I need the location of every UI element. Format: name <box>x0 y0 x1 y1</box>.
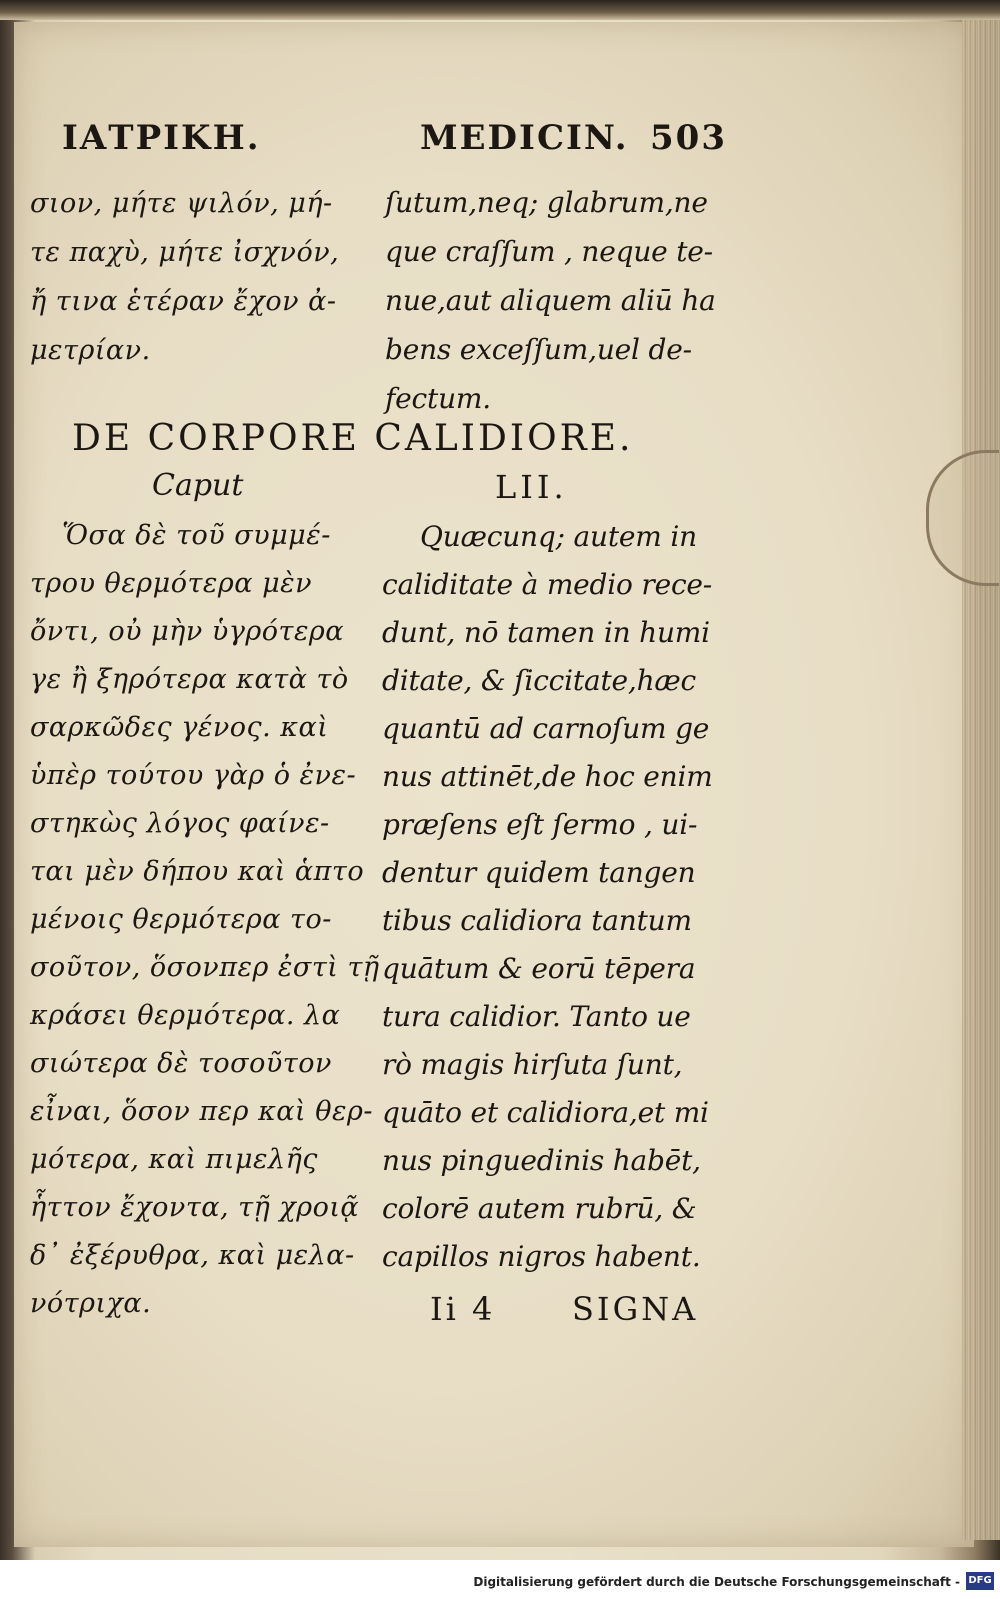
greek-line: ἤ τινα ἑτέραν ἔχον ἀ- <box>30 286 337 317</box>
greek-line: ἧττον ἔχοντα, τῇ χροιᾷ <box>30 1192 360 1223</box>
latin-line: nus attinēt,de hoc enim <box>382 760 713 793</box>
latin-line: tibus calidiora tantum <box>382 904 692 937</box>
greek-line: ὄντι, οὐ μὴν ὑγρότερα <box>30 616 345 647</box>
latin-line: bens exceſſum,uel de- <box>385 333 692 366</box>
footer-credit: Digitalisierung gefördert durch die Deutsche Forschungsgemeinschaft - <box>473 1575 960 1589</box>
latin-line: dunt, nō tamen in humi <box>382 616 710 649</box>
latin-line: nus pinguedinis habēt, <box>382 1144 701 1177</box>
latin-line: que craſſum , neque te- <box>385 235 713 268</box>
greek-line: εἶναι, ὅσον περ καὶ θερ- <box>30 1096 373 1127</box>
greek-line: τρου θερμότερα μὲν <box>30 568 313 599</box>
page-fore-edge <box>962 20 1000 1540</box>
greek-line: ται μὲν δήπου καὶ ἁπτο <box>30 856 365 887</box>
caput-label: Caput <box>152 468 244 503</box>
latin-line: caliditate à medio rece- <box>382 568 713 601</box>
greek-line: σιώτερα δὲ τοσοῦτον <box>30 1048 332 1079</box>
greek-line: σοῦτον, ὅσονπερ ἐστὶ τῇ <box>30 952 380 983</box>
latin-line: quantū ad carnoſum ge <box>382 712 710 745</box>
latin-line: præſens eſt ſermo , ui- <box>382 808 698 841</box>
greek-line: γε ἢ ξηρότερα κατὰ τὸ <box>30 664 349 695</box>
greek-line: νότριχα. <box>30 1288 152 1319</box>
latin-line: tura calidior. Tanto ue <box>382 1000 691 1033</box>
latin-line: nue,aut aliquem aliū ha <box>385 284 716 317</box>
greek-line: μετρίαν. <box>30 335 151 366</box>
running-head-greek: ΙΑΤΡΙΚΗ. <box>62 118 261 158</box>
greek-line: κράσει θερμότερα. λα <box>30 1000 341 1031</box>
latin-line: quāto et calidiora,et mi <box>382 1096 709 1129</box>
greek-line: ὑπὲρ τούτου γὰρ ὁ ἐνε- <box>30 760 357 791</box>
latin-line: fectum. <box>385 382 491 415</box>
latin-line: Quæcunq; autem in <box>420 520 697 553</box>
latin-line: rò magis hirſuta ſunt, <box>382 1048 683 1081</box>
book-top-edge <box>0 0 1000 20</box>
greek-line: Ὅσα δὲ τοῦ συμμέ- <box>62 520 331 551</box>
greek-line: σιον, μήτε ψιλόν, μή- <box>30 188 333 219</box>
latin-line: dentur quidem tangen <box>382 856 696 889</box>
latin-line: quātum & eorū tēpera <box>382 952 696 985</box>
greek-line: μότερα, καὶ πιμελῆς <box>30 1144 318 1175</box>
greek-line: στηκὼς λόγος φαίνε- <box>30 808 330 839</box>
greek-line: μένοις θερμότερα το- <box>30 904 332 935</box>
running-head-latin: MEDICIN. <box>420 118 629 158</box>
catchword: SIGNA <box>572 1290 699 1328</box>
latin-line: colorē autem rubrū, & <box>382 1192 697 1225</box>
greek-line: τε παχὺ, μήτε ἰσχνόν, <box>30 237 340 268</box>
latin-line: ditate, & ſiccitate,hæc <box>382 664 697 697</box>
caput-number: LII. <box>495 468 568 506</box>
signature-mark: Ii 4 <box>430 1290 496 1328</box>
page-number: 503 <box>650 118 727 158</box>
latin-line: ſutum,neq; glabrum,ne <box>385 186 708 219</box>
latin-line: capillos nigros habent. <box>382 1240 701 1273</box>
greek-line: δ᾽ ἐξέρυθρα, καὶ μελα- <box>30 1240 355 1271</box>
chapter-title: DE CORPORE CALIDIORE. <box>72 418 634 459</box>
dfg-logo: DFG <box>966 1572 994 1590</box>
greek-line: σαρκῶδες γένος. καὶ <box>30 712 329 743</box>
